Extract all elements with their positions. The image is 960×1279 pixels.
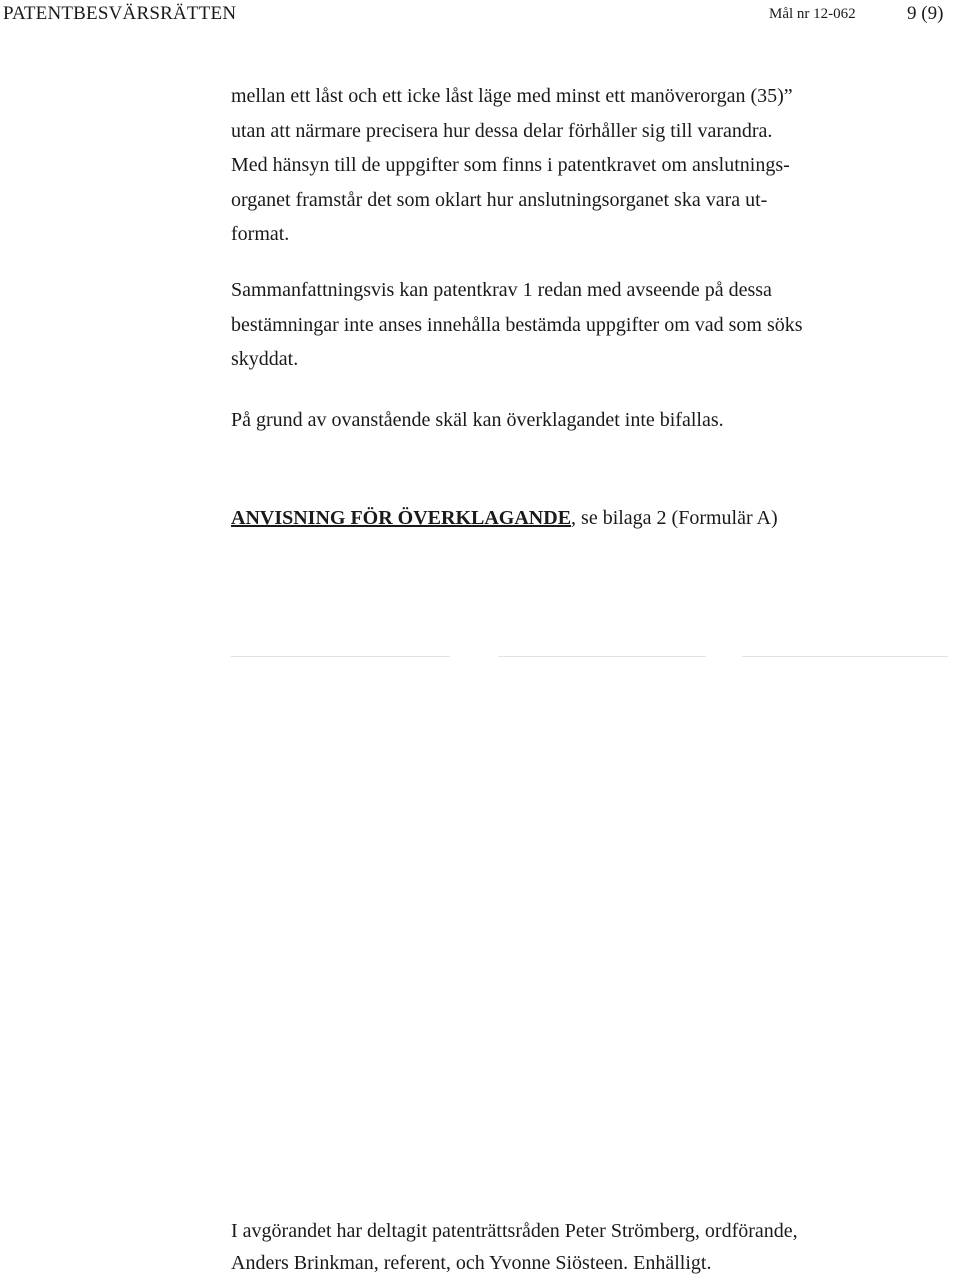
- appeal-instructions-reference: , se bilaga 2 (Formulär A): [571, 507, 778, 529]
- signature-line: [231, 656, 450, 657]
- page-number: 9 (9): [907, 3, 944, 24]
- text-line: På grund av ovanstående skäl kan överklagandet inte bifallas.: [231, 409, 724, 431]
- paragraph-reasoning: [231, 79, 960, 252]
- text-line: Med hänsyn till de uppgifter som finns i patentkravet om anslutnings-: [231, 154, 790, 177]
- page-header: [0, 0, 960, 30]
- signature-line: [742, 656, 948, 657]
- signature-line: [498, 656, 706, 657]
- text-line: mellan ett låst och ett icke låst läge med minst ett manöverorgan (35)”: [231, 85, 793, 107]
- text-line: Sammanfattningsvis kan patentkrav 1 redan med avseende på dessa: [231, 279, 772, 301]
- text-line: Anders Brinkman, referent, och Yvonne Siösteen. Enhälligt.: [231, 1251, 712, 1274]
- paragraph-conclusion: [231, 403, 960, 438]
- text-line: utan att närmare precisera hur dessa delar förhåller sig till varandra.: [231, 119, 773, 142]
- text-line: I avgörandet har deltagit patenträttsråden Peter Strömberg, ordförande,: [231, 1220, 798, 1242]
- appeal-instructions-heading: ANVISNING FÖR ÖVERKLAGANDE: [231, 507, 572, 529]
- text-line: skyddat.: [231, 348, 299, 371]
- paragraph-participants: [231, 1216, 960, 1279]
- paragraph-summary: [231, 273, 960, 377]
- court-name: PATENTBESVÄRSRÄTTEN: [3, 3, 237, 24]
- text-line: bestämningar inte anses innehålla bestämda uppgifter om vad som söks: [231, 313, 803, 336]
- text-line: organet framstår det som oklart hur anslutningsorganet ska vara ut-: [231, 188, 768, 211]
- case-number: Mål nr 12-062: [769, 6, 856, 22]
- appeal-instructions: [231, 501, 960, 536]
- signature-lines: [0, 656, 960, 658]
- text-line: format.: [231, 223, 290, 246]
- text-line: [231, 501, 960, 536]
